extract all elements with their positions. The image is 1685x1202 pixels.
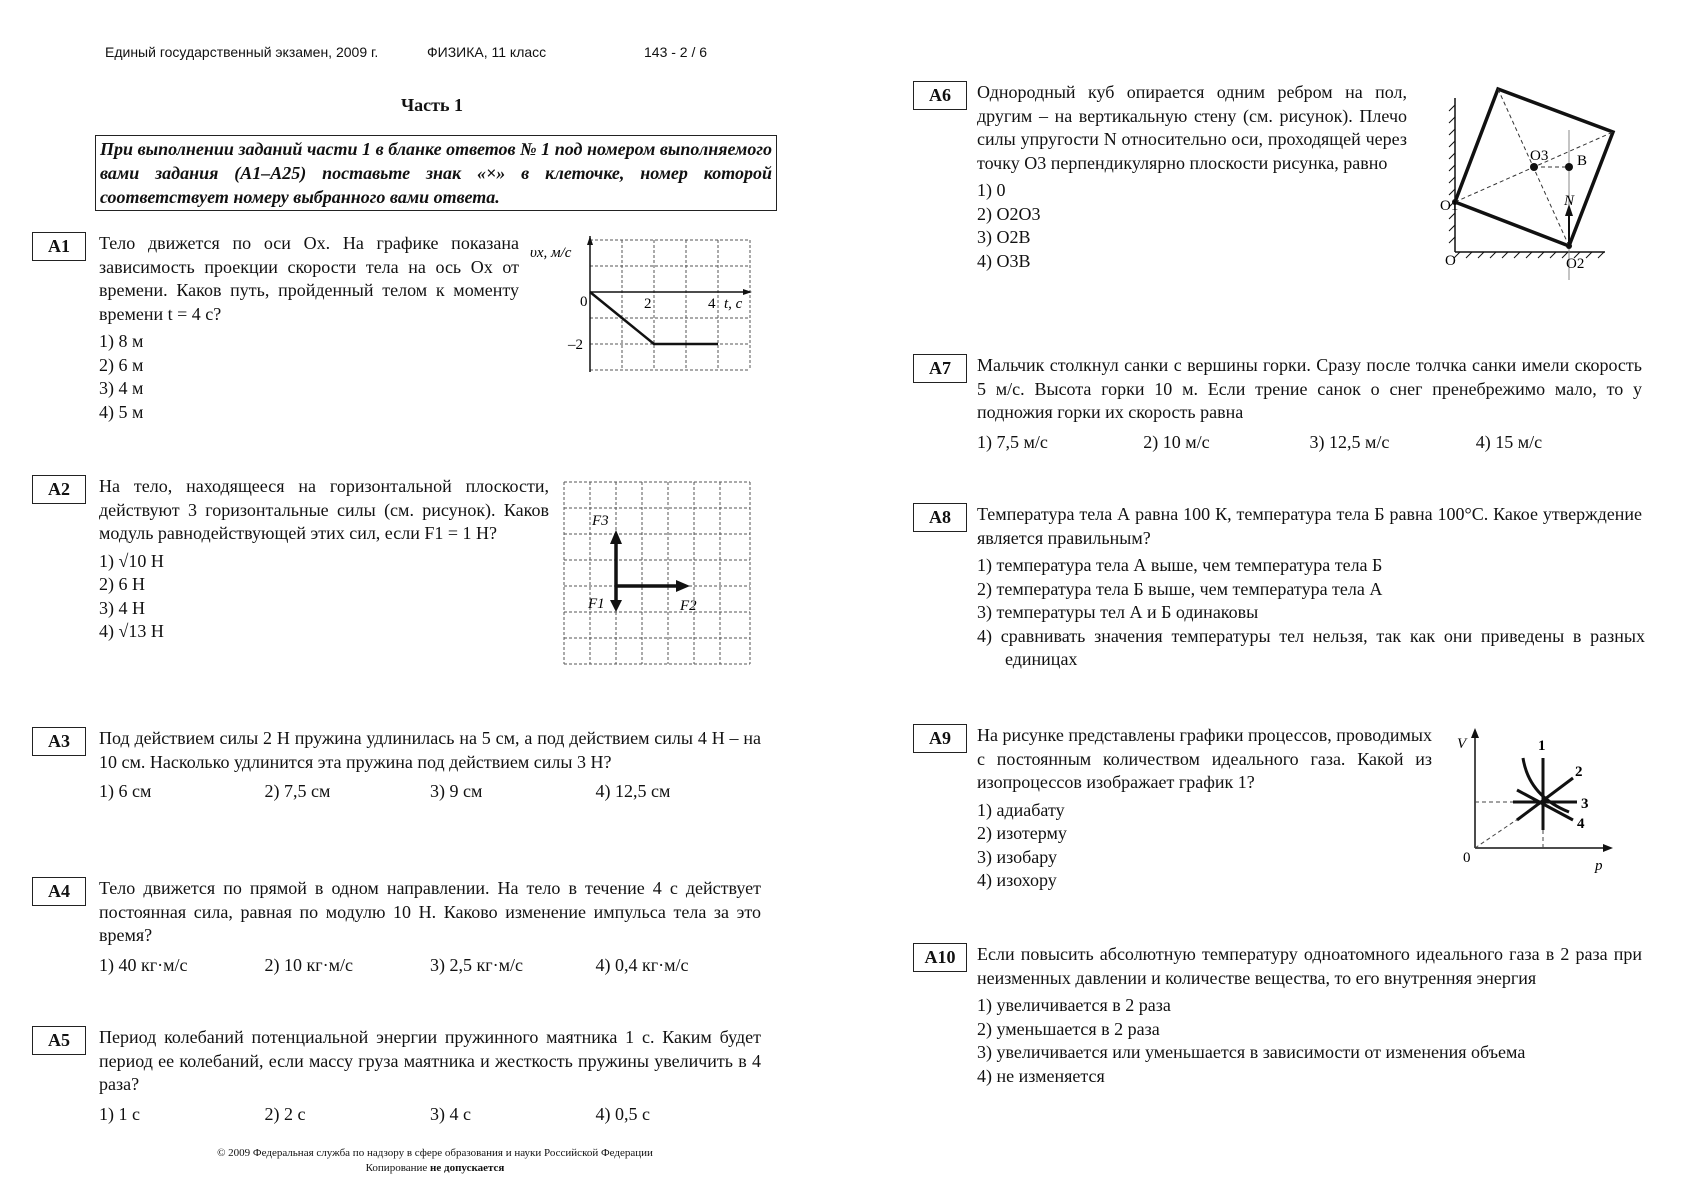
- option[interactable]: 2) уменьшается в 2 раза: [977, 1018, 1160, 1039]
- option[interactable]: 4) изохору: [977, 870, 1057, 890]
- axis-label-p: p: [1595, 858, 1603, 874]
- header-page: 143 - 2 / 6: [644, 44, 708, 60]
- origin-label: 0: [1463, 850, 1471, 866]
- question-label: А3: [32, 727, 86, 756]
- point-label-o2: O2: [1566, 256, 1585, 272]
- axis-label-v: V: [1457, 736, 1467, 752]
- question-a10: [977, 943, 1642, 1088]
- line-2: [1517, 778, 1573, 820]
- question-a9: [977, 724, 1432, 893]
- question-a4: [99, 877, 761, 977]
- question-text: Однородный куб опирается одним ребром на пол, другим – на вертикальную стену (см. рисунок). Плечо силы упругости N относительно оси, проходящей через точку O3 перпендикулярно плоскости рисунка, равно: [977, 82, 1407, 173]
- tick-label: 4: [708, 296, 716, 312]
- question-a6: [977, 81, 1407, 273]
- option[interactable]: 3) 2,5 кг·м/с: [430, 954, 523, 975]
- curve-label: 4: [1577, 816, 1585, 832]
- option[interactable]: 3) 12,5 м/с: [1309, 431, 1390, 452]
- option[interactable]: 4) не изменяется: [977, 1065, 1105, 1086]
- option[interactable]: 3) O2B: [977, 227, 1031, 247]
- question-label: А10: [913, 943, 967, 972]
- question-a3: [99, 727, 761, 804]
- option[interactable]: 1) 0: [977, 180, 1006, 200]
- question-label: А5: [32, 1026, 86, 1055]
- option[interactable]: 4) 5 м: [99, 401, 144, 422]
- option[interactable]: 1) √10 Н: [99, 550, 164, 571]
- option[interactable]: 2) температура тела Б выше, чем температура тела А: [977, 578, 1383, 599]
- option[interactable]: 1) увеличивается в 2 раза: [977, 995, 1171, 1015]
- tick-label: 2: [644, 296, 652, 312]
- question-text: На рисунке представлены графики процессов, проводимых с постоянным количеством идеального газа. Какой из изопроцессов изображает график 1?: [977, 725, 1432, 792]
- option[interactable]: 1) 7,5 м/с: [977, 431, 1048, 452]
- question-a5: [99, 1026, 761, 1126]
- option[interactable]: 1) 8 м: [99, 331, 144, 351]
- curve-label: 3: [1581, 796, 1589, 812]
- option[interactable]: 4) 15 м/с: [1475, 431, 1543, 452]
- option[interactable]: 2) 2 с: [264, 1103, 306, 1124]
- header-subject: ФИЗИКА, 11 класс: [427, 44, 547, 60]
- question-text: Тело движется по прямой в одном направлении. На тело в течение 4 с действует постоянная сила, равная по модулю 10 Н. Каково изменение импульса тела за это время?: [99, 878, 761, 945]
- question-text: Тело движется по оси Ox. На графике показана зависимость проекции скорости тела на ось Ox от времени. Каков путь, пройденный телом к моменту времени t = 4 с?: [99, 233, 519, 324]
- option[interactable]: 1) 6 см: [99, 781, 152, 801]
- footer-copy-bold: не допускается: [430, 1162, 505, 1174]
- option[interactable]: 2) 7,5 см: [264, 781, 331, 801]
- question-text: Под действием силы 2 Н пружина удлинилась на 5 см, а под действием силы 4 Н – на 10 см. Насколько удлинится эта пружина под действием силы 3 Н?: [99, 728, 761, 772]
- option[interactable]: 4) √13 Н: [99, 621, 164, 641]
- option[interactable]: 3) изобару: [977, 846, 1058, 867]
- force-label-f3: F3: [592, 513, 609, 529]
- force-label-f2: F2: [680, 598, 697, 614]
- header-exam: Единый государственный экзамен, 2009 г.: [105, 44, 379, 60]
- option[interactable]: 4) O3B: [977, 250, 1031, 271]
- x-axis-label: t, с: [724, 296, 743, 312]
- option[interactable]: 2) 6 м: [99, 354, 144, 375]
- force-label-n: N: [1564, 193, 1575, 209]
- question-text: Мальчик столкнул санки с вершины горки. Сразу после толчка санки имели скорость 5 м/с. Высота горки 10 м. Если трение санок о снег пренебрежимо мало, то у подножия горки их скорость равна: [977, 355, 1642, 422]
- question-a2: [99, 475, 549, 644]
- forces-diagram: [562, 480, 754, 670]
- question-a8: [977, 503, 1645, 672]
- point-label-o1: O1: [1440, 198, 1459, 214]
- question-label: А8: [913, 503, 967, 532]
- point-label-o3: O3: [1530, 148, 1549, 164]
- cube-diagram: [1440, 80, 1685, 295]
- option[interactable]: 2) изотерму: [977, 823, 1067, 843]
- question-label: А4: [32, 877, 86, 906]
- option[interactable]: 3) увеличивается или уменьшается в зависимости от изменения объема: [977, 1042, 1526, 1062]
- footer-copy-note: Копирование: [365, 1162, 431, 1174]
- question-label: А7: [913, 354, 967, 383]
- force-label-f1: F1: [588, 596, 605, 612]
- tick-label: 0: [580, 294, 588, 310]
- question-label: А9: [913, 724, 967, 753]
- question-text: На тело, находящееся на горизонтальной плоскости, действуют 3 горизонтальные силы (см. рисунок). Каков модуль равнодействующей этих сил, если F1 = 1 Н?: [99, 476, 549, 543]
- option[interactable]: 4) 0,5 с: [595, 1103, 650, 1124]
- option[interactable]: 1) 40 кг·м/с: [99, 954, 188, 975]
- option[interactable]: 3) температуры тел А и Б одинаковы: [977, 602, 1259, 622]
- velocity-time-graph: [528, 236, 753, 376]
- curve-label: 2: [1575, 764, 1583, 780]
- footer: [100, 1146, 770, 1176]
- option[interactable]: 3) 9 см: [430, 781, 483, 801]
- instruction-box: При выполнении заданий части 1 в бланке ответов № 1 под номером выполняемого вами задания (А1–А25) поставьте знак «×» в клеточке, номер которой соответствует номеру выбранного вами ответа.: [95, 135, 777, 211]
- curve-label: 1: [1538, 738, 1546, 754]
- question-text: Температура тела А равна 100 К, температура тела Б равна 100°С. Какое утверждение является правильным?: [977, 504, 1642, 548]
- option[interactable]: 1) температура тела А выше, чем температура тела Б: [977, 555, 1383, 575]
- option[interactable]: 3) 4 Н: [99, 597, 145, 618]
- question-label: А2: [32, 475, 86, 504]
- question-text: Если повысить абсолютную температуру одноатомного идеального газа в 2 раза при неизменных давлении и количестве вещества, то его внутренняя энергия: [977, 944, 1642, 988]
- option[interactable]: 4) 12,5 см: [595, 781, 671, 801]
- question-a1: [99, 232, 519, 424]
- tick-label: –2: [568, 337, 583, 353]
- option[interactable]: 1) 1 с: [99, 1103, 140, 1124]
- y-axis-label: υx, м/с: [530, 245, 572, 261]
- option[interactable]: 2) O2O3: [977, 203, 1041, 224]
- option[interactable]: 4) сравнивать значения температуры тел нельзя, так как они приведены в разных единицах: [977, 625, 1645, 669]
- vp-graph: [1445, 728, 1625, 878]
- question-label: А1: [32, 232, 86, 261]
- point-label-o: O: [1445, 253, 1456, 269]
- option[interactable]: 2) 6 Н: [99, 574, 145, 594]
- option[interactable]: 4) 0,4 кг·м/с: [595, 954, 689, 975]
- option[interactable]: 3) 4 с: [430, 1103, 471, 1124]
- option[interactable]: 2) 10 м/с: [1143, 431, 1210, 452]
- footer-copyright: © 2009 Федеральная служба по надзору в сфере образования и науки Российской Федерации: [217, 1147, 653, 1159]
- option[interactable]: 2) 10 кг·м/с: [264, 954, 353, 975]
- option[interactable]: 1) адиабату: [977, 799, 1065, 820]
- part-title: Часть 1: [400, 95, 464, 115]
- question-a7: [977, 354, 1642, 454]
- question-text: Период колебаний потенциальной энергии пружинного маятника 1 с. Каким будет период ее колебаний, если массу груза маятника и жесткость пружины увеличить в 4 раза?: [99, 1027, 761, 1094]
- point-label-b: B: [1577, 153, 1588, 169]
- question-label: А6: [913, 81, 967, 110]
- option[interactable]: 3) 4 м: [99, 378, 144, 398]
